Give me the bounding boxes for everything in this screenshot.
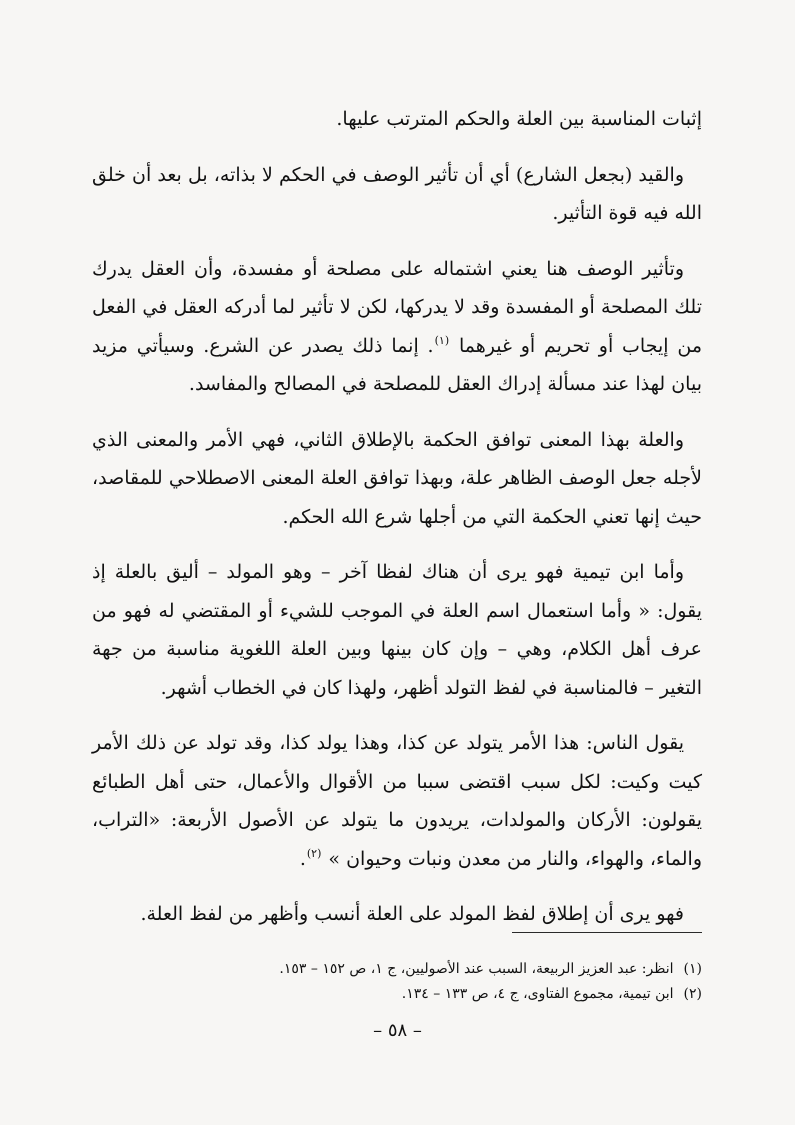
- footnote-separator: [512, 932, 702, 933]
- footnote-reference-1: (١): [434, 334, 450, 348]
- paragraph-3: [92, 250, 702, 404]
- paragraph-2-text: والقيد (بجعل الشارع) أي أن تأثير الوصف في الحكم لا بذاته، بل بعد أن خلق الله فيه قوة التأثير.: [92, 163, 702, 224]
- footnote-2-text: ابن تيمية، مجموع الفتاوى، ج ٤، ص ١٣٣ – ١٣٤.: [401, 986, 674, 1002]
- footnotes: [92, 958, 702, 1008]
- footnote-2-number: (٢): [683, 986, 702, 1002]
- paragraph-6-text-after-ref: .: [299, 847, 306, 870]
- paragraph-5-text: وأما ابن تيمية فهو يرى أن هناك لفظا آخر – وهو المولد – أليق بالعلة إذ يقول: « وأما استعمال اسم العلة في الموجب للشيء أو المقتضي له فهو من عرف أهل الكلام، وهي – وإن كان بينها وبين العلة اللغوية مناسبة من جهة التغير – فالمناسبة في لفظ التولد أظهر، ولهذا كان في الخطاب أشهر.: [92, 561, 702, 699]
- footnote-1-text: انظر: عبد العزيز الربيعة، السبب عند الأصوليين، ج ١، ص ١٥٢ – ١٥٣.: [279, 961, 674, 977]
- paragraph-3-text-before-ref: وتأثير الوصف هنا يعني اشتماله على مصلحة أو مفسدة، وأن العقل يدرك تلك المصلحة أو المفسدة وقد لا يدركها، لكن لا تأثير لما أدركه العقل في الفعل من إيجاب أو تحريم أو غيرهما: [92, 257, 702, 357]
- paragraph-6-text-before-ref: يقول الناس: هذا الأمر يتولد عن كذا، وهذا يولد كذا، وقد تولد عن ذلك الأمر كيت وكيت: لكل سبب اقتضى سببا من الأقوال والأعمال، حتى أهل الطبائع يقولون: الأركان والمولدات، يريدون ما يتولد عن الأصول الأربعة: «التراب، والماء، والهواء، والنار من معدن ونبات وحيوان »: [92, 732, 702, 870]
- footnote-1: [92, 958, 702, 980]
- main-text: [92, 100, 702, 951]
- page-number: – ٥٨ –: [373, 1020, 422, 1041]
- paragraph-5: [92, 553, 702, 707]
- paragraph-4: [92, 421, 702, 537]
- paragraph-4-text: والعلة بهذا المعنى توافق الحكمة بالإطلاق الثاني، فهي الأمر والمعنى الذي لأجله جعل الوصف الظاهر علة، وبهذا توافق العلة المعنى الاصطلاحي للمقاصد، حيث إنها تعني الحكمة التي من أجلها شرع الله الحكم.: [92, 428, 702, 528]
- footnote-2: [92, 983, 702, 1005]
- paragraph-3-text-after-ref: . إنما ذلك يصدر عن الشرع. وسيأتي مزيد بيان لهذا عند مسألة إدراك العقل للمصلحة في المصالح والمفاسد.: [92, 334, 702, 395]
- paragraph-2: [92, 156, 702, 233]
- footnote-reference-2: (٢): [306, 847, 322, 861]
- paragraph-1-text: إثبات المناسبة بين العلة والحكم المترتب عليها.: [336, 108, 702, 130]
- footnote-1-number: (١): [683, 961, 702, 977]
- paragraph-7-text: فهو يرى أن إطلاق لفظ المولد على العلة أنسب وأظهر من لفظ العلة.: [140, 903, 684, 925]
- paragraph-6: [92, 724, 702, 878]
- paragraph-7: [92, 895, 702, 934]
- paragraph-1: [92, 100, 702, 139]
